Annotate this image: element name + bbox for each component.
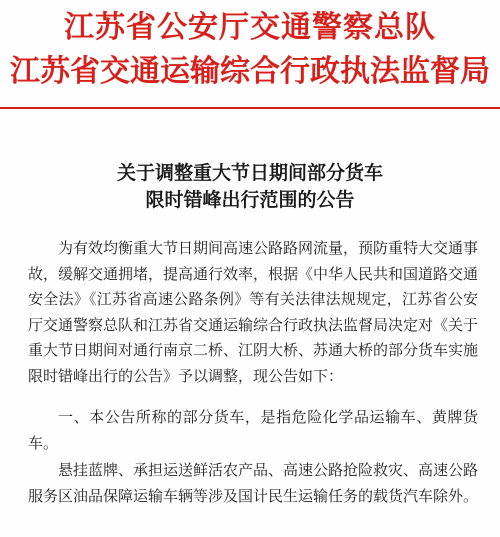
header-divider bbox=[0, 107, 500, 109]
body-paragraph-exemption bbox=[28, 458, 478, 509]
paragraph-text: 悬挂蓝牌、承担运送鲜活农产品、高速公路抢险救灾、高速公路服务区油品保障运输车辆等涉及国计民生运输任务的载货汽车除外。 bbox=[28, 461, 479, 505]
body-paragraph-scope bbox=[28, 405, 478, 456]
paragraph-text: 一、本公告所称的部分货车，是指危险化学品运输车、黄牌货车。 bbox=[28, 408, 478, 452]
issuer-name-police: 江苏省公安厅交通警察总队 bbox=[64, 10, 436, 45]
notice-title-line-1: 关于调整重大节日期间部分货车 bbox=[116, 162, 383, 184]
notice-title-line-2: 限时错峰出行范围的公告 bbox=[145, 189, 355, 211]
body-paragraph-intro bbox=[28, 236, 478, 389]
paragraph-text: 为有效均衡重大节日期间高速公路路网流量，预防重特大交通事故，缓解交通拥堵，提高通行效率，根据《中华人民共和国道路交通安全法》《江苏省高速公路条例》等有关法律法规规定，江苏省公安厅交通警察总队和江苏省交通运输综合行政执法监督局决定对《关于重大节日期间对通行南京二桥、江阴大桥、苏通大桥的部分货车实施限时错峰出行的公告》予以调整，现公告如下： bbox=[28, 239, 479, 385]
issuer-name-transport: 江苏省交通运输综合行政执法监督局 bbox=[10, 54, 490, 89]
